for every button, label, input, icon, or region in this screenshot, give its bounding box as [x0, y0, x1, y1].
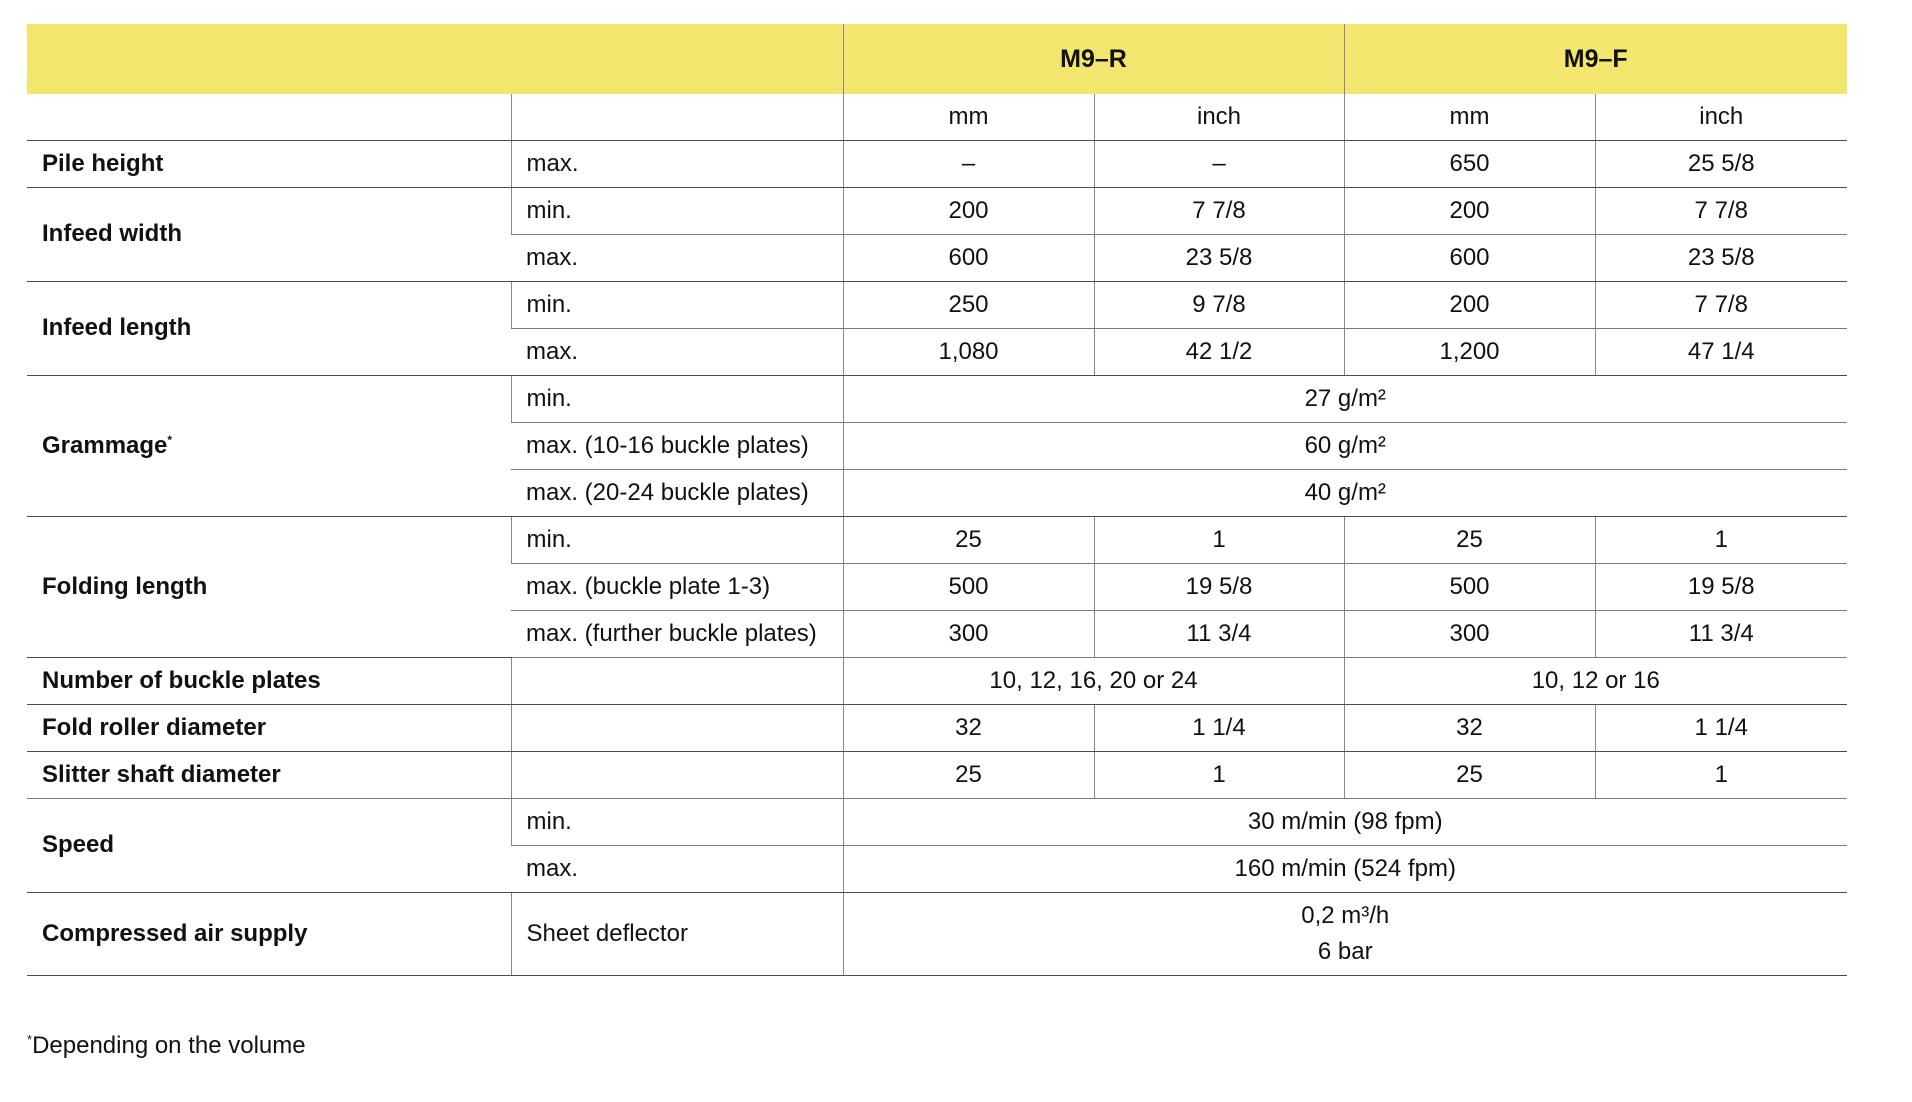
row-sublabel: Sheet deflector — [511, 893, 843, 976]
units-row — [27, 94, 1847, 141]
model-m9r-header: M9–R — [843, 24, 1344, 94]
table-row — [27, 141, 1847, 188]
row-label: Compressed air supply — [27, 893, 511, 976]
cell: 47 1/4 — [1595, 329, 1847, 376]
cell: 19 5/8 — [1094, 564, 1344, 611]
row-label: Number of buckle plates — [27, 658, 511, 705]
table-row — [27, 188, 1847, 235]
table-row — [27, 799, 1847, 846]
units-blank-sub — [511, 94, 843, 141]
cell: 25 5/8 — [1595, 141, 1847, 188]
cell: 200 — [1344, 282, 1595, 329]
unit-m9r-mm: mm — [843, 94, 1094, 141]
cell: 7 7/8 — [1595, 188, 1847, 235]
unit-m9r-inch: inch — [1094, 94, 1344, 141]
header-blank — [27, 24, 843, 94]
footnote-marker: * — [167, 432, 173, 447]
cell: 1 — [1094, 752, 1344, 799]
table-row — [27, 376, 1847, 423]
row-sublabel: max. (buckle plate 1-3) — [511, 564, 843, 611]
row-label: Speed — [27, 799, 511, 893]
cell: 1 — [1094, 517, 1344, 564]
cell — [843, 893, 1847, 976]
table-row — [27, 282, 1847, 329]
cell: – — [843, 141, 1094, 188]
row-label: Infeed width — [27, 188, 511, 282]
air-consumption: 0,2 m³/h — [1301, 902, 1390, 929]
cell: 1 — [1595, 517, 1847, 564]
row-sublabel: min. — [511, 282, 843, 329]
model-m9f-header: M9–F — [1344, 24, 1847, 94]
cell: 32 — [1344, 705, 1595, 752]
cell: 11 3/4 — [1094, 611, 1344, 658]
cell: 1 1/4 — [1094, 705, 1344, 752]
row-label: Pile height — [27, 141, 511, 188]
spec-table — [27, 24, 1847, 976]
footnote-marker: * — [27, 1032, 33, 1047]
air-pressure: 6 bar — [1317, 938, 1373, 965]
row-label: Folding length — [27, 517, 511, 658]
table-row — [27, 658, 1847, 705]
row-label: Slitter shaft diameter — [27, 752, 511, 799]
cell: 27 g/m² — [843, 376, 1847, 423]
row-sublabel — [511, 658, 843, 705]
cell: 30 m/min (98 fpm) — [843, 799, 1847, 846]
cell: 25 — [843, 517, 1094, 564]
cell: 10, 12 or 16 — [1344, 658, 1847, 705]
cell: 9 7/8 — [1094, 282, 1344, 329]
cell: 23 5/8 — [1595, 235, 1847, 282]
row-sublabel — [511, 752, 843, 799]
cell: – — [1094, 141, 1344, 188]
cell: 1,200 — [1344, 329, 1595, 376]
row-sublabel: max. (further buckle plates) — [511, 611, 843, 658]
table-row — [27, 752, 1847, 799]
row-sublabel: min. — [511, 376, 843, 423]
table-row — [27, 517, 1847, 564]
footnote-text: Depending on the volume — [32, 1032, 306, 1059]
cell: 23 5/8 — [1094, 235, 1344, 282]
cell: 1 1/4 — [1595, 705, 1847, 752]
unit-m9f-mm: mm — [1344, 94, 1595, 141]
row-sublabel: max. (10-16 buckle plates) — [511, 423, 843, 470]
row-sublabel — [511, 705, 843, 752]
cell: 7 7/8 — [1094, 188, 1344, 235]
row-label: Fold roller diameter — [27, 705, 511, 752]
cell: 32 — [843, 705, 1094, 752]
row-sublabel: max. — [511, 846, 843, 893]
cell: 1 — [1595, 752, 1847, 799]
footnote — [27, 1032, 306, 1060]
cell: 300 — [1344, 611, 1595, 658]
cell: 160 m/min (524 fpm) — [843, 846, 1847, 893]
row-label: Infeed length — [27, 282, 511, 376]
row-sublabel: max. — [511, 329, 843, 376]
row-sublabel: min. — [511, 517, 843, 564]
cell: 40 g/m² — [843, 470, 1847, 517]
cell: 600 — [843, 235, 1094, 282]
cell: 42 1/2 — [1094, 329, 1344, 376]
model-header-row — [27, 24, 1847, 94]
row-sublabel: max. — [511, 235, 843, 282]
cell: 1,080 — [843, 329, 1094, 376]
row-sublabel: max. (20-24 buckle plates) — [511, 470, 843, 517]
row-sublabel: max. — [511, 141, 843, 188]
cell: 250 — [843, 282, 1094, 329]
units-blank — [27, 94, 511, 141]
cell: 500 — [843, 564, 1094, 611]
cell: 25 — [1344, 752, 1595, 799]
cell: 600 — [1344, 235, 1595, 282]
row-sublabel: min. — [511, 188, 843, 235]
cell: 11 3/4 — [1595, 611, 1847, 658]
cell: 200 — [843, 188, 1094, 235]
cell: 300 — [843, 611, 1094, 658]
cell: 25 — [843, 752, 1094, 799]
row-label: Grammage* — [27, 376, 511, 517]
cell: 19 5/8 — [1595, 564, 1847, 611]
cell: 7 7/8 — [1595, 282, 1847, 329]
cell: 500 — [1344, 564, 1595, 611]
table-row — [27, 893, 1847, 976]
unit-m9f-inch: inch — [1595, 94, 1847, 141]
table-row — [27, 705, 1847, 752]
cell: 10, 12, 16, 20 or 24 — [843, 658, 1344, 705]
cell: 60 g/m² — [843, 423, 1847, 470]
cell: 650 — [1344, 141, 1595, 188]
row-sublabel: min. — [511, 799, 843, 846]
cell: 200 — [1344, 188, 1595, 235]
cell: 25 — [1344, 517, 1595, 564]
